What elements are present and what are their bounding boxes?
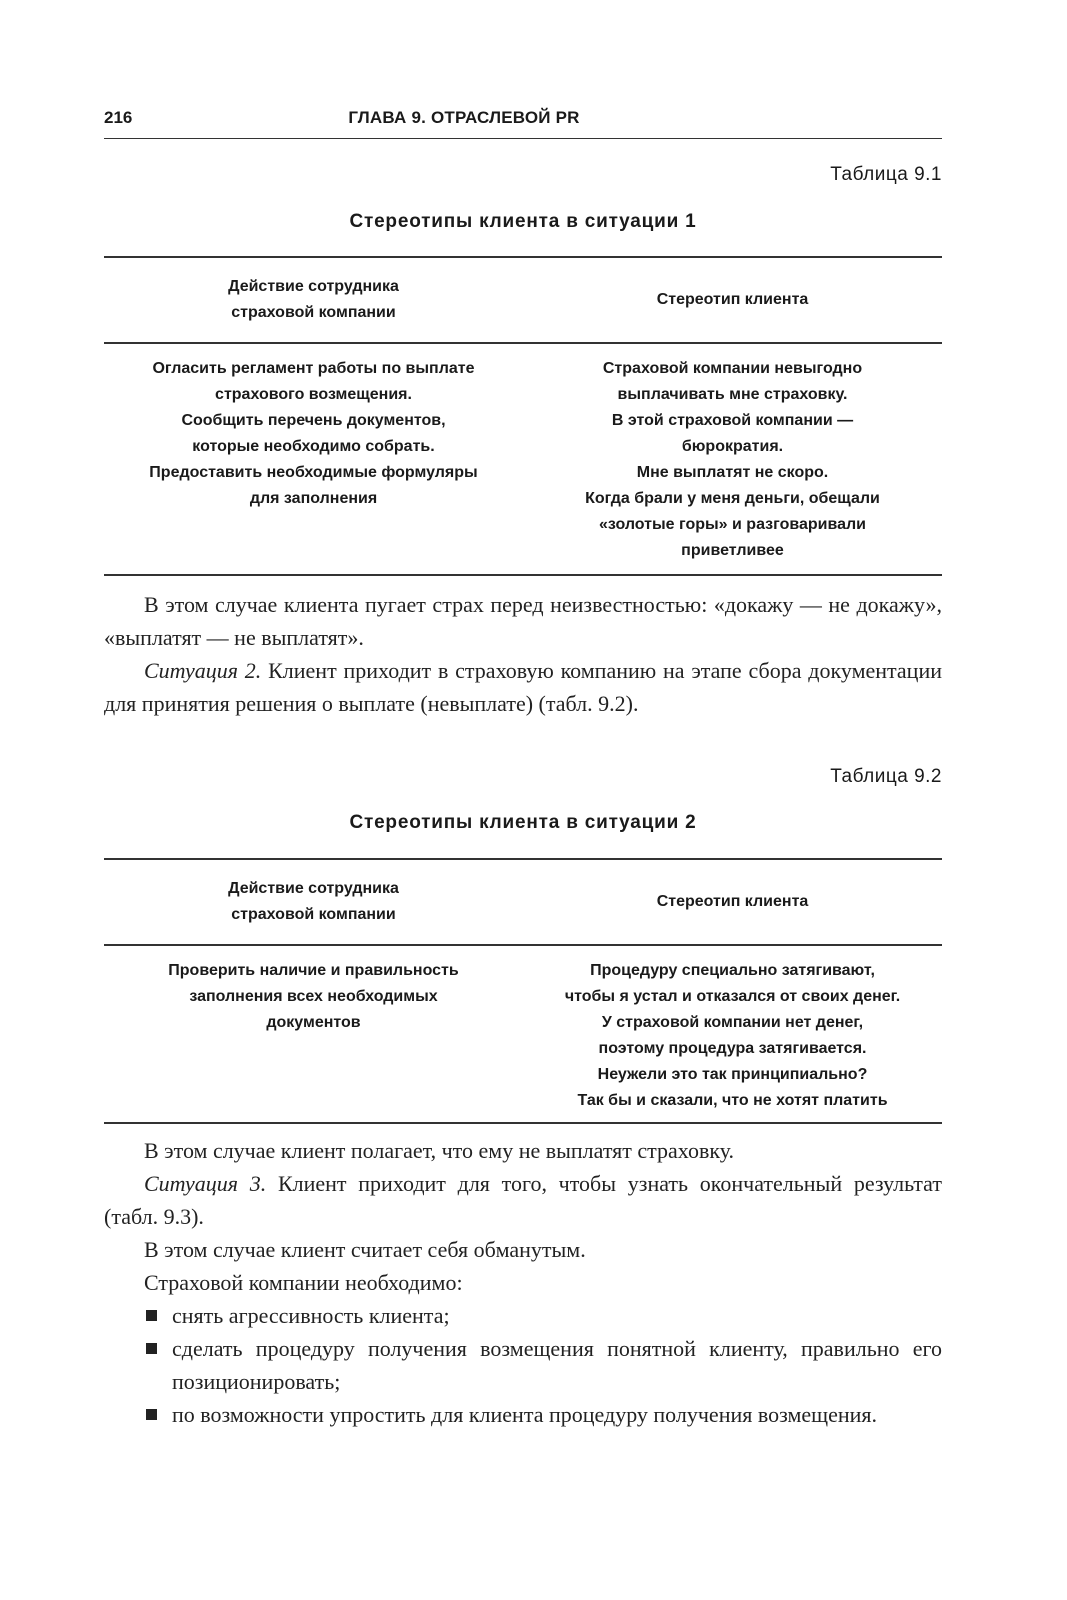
page-number: 216 <box>104 108 133 127</box>
table-cell-stereotype <box>523 343 942 575</box>
cell-line: В этой страховой компании — <box>611 412 854 429</box>
situation-label: Ситуация 3. <box>144 1171 267 1196</box>
body-text-2 <box>104 1134 942 1431</box>
cell-line: Мне выплатят не скоро. <box>636 464 829 481</box>
cell-line: документов <box>266 1014 361 1031</box>
cell-line: поэтому процедура затягивается. <box>598 1040 867 1057</box>
list-item: по возможности упростить для клиента процедуру получения возмещения. <box>104 1398 942 1431</box>
cell-line: приветливее <box>681 542 784 559</box>
cell-line: Когда брали у меня деньги, обещали <box>585 490 880 507</box>
table-cell-stereotype <box>523 945 942 1123</box>
list-item: снять агрессивность клиента; <box>104 1299 942 1332</box>
bullet-list <box>104 1299 942 1431</box>
list-item: сделать процедуру получения возмещения понятной клиенту, правильно его позиционировать; <box>104 1332 942 1398</box>
cell-line: выплачивать мне страховку. <box>617 386 848 403</box>
cell-line: Проверить наличие и правильность <box>168 962 459 979</box>
stereotypes-table-2 <box>104 858 942 1124</box>
table-header-row <box>104 257 942 343</box>
table-row <box>104 343 942 575</box>
stereotypes-table-1 <box>104 256 942 576</box>
cell-line: для заполнения <box>249 490 378 507</box>
cell-line: У страховой компании нет денег, <box>601 1014 864 1031</box>
cell-line: «золотые горы» и разговаривали <box>599 516 866 533</box>
paragraph: В этом случае клиента пугает страх перед неизвестностью: «докажу — не докажу», «выплатят — не выплатят». <box>104 592 942 650</box>
cell-line: Процедуру специально затягивают, <box>590 962 875 979</box>
paragraph: Страховой компании необходимо: <box>144 1270 463 1295</box>
header-line: Действие сотрудника <box>228 278 399 295</box>
cell-line: заполнения всех необходимых <box>189 988 438 1005</box>
paragraph: В этом случае клиент полагает, что ему не выплатят страховку. <box>144 1138 735 1163</box>
cell-line: чтобы я устал и отказался от своих денег. <box>564 988 901 1005</box>
column-header-stereotype: Стереотип клиента <box>656 291 809 308</box>
paragraph-text: Клиент приходит для того, чтобы узнать окончательный результат (табл. 9.3). <box>104 1171 942 1229</box>
table-header-row <box>104 859 942 945</box>
column-header-action <box>104 859 523 945</box>
paragraph-situation-2 <box>104 654 942 720</box>
situation-label: Ситуация 2. <box>144 658 262 683</box>
cell-line: Неужели это так принципиально? <box>597 1066 868 1083</box>
cell-line: страхового возмещения. <box>215 386 412 403</box>
table-number-2: Таблица 9.2 <box>830 766 942 787</box>
body-text-1 <box>104 588 942 720</box>
column-header-action <box>104 257 523 343</box>
paragraph-text: Клиент приходит в страховую компанию на этапе сбора документации для принятия решения о выплате (невыплате) (табл. 9.2). <box>104 658 942 716</box>
table-cell-action <box>104 343 523 575</box>
cell-line: Огласить регламент работы по выплате <box>152 360 475 377</box>
cell-line: Так бы и сказали, что не хотят платить <box>577 1092 888 1109</box>
cell-line: которые необходимо собрать. <box>192 438 435 455</box>
cell-line: бюрократия. <box>681 438 784 455</box>
chapter-title: ГЛАВА 9. ОТРАСЛЕВОЙ PR <box>348 108 580 127</box>
cell-line: Сообщить перечень документов, <box>181 412 446 429</box>
header-line: Действие сотрудника <box>228 880 399 897</box>
running-head <box>104 104 942 139</box>
header-line: страховой компании <box>231 304 396 321</box>
table-row <box>104 945 942 1123</box>
cell-line: Страховой компании невыгодно <box>602 360 863 377</box>
table-cell-action <box>104 945 523 1123</box>
table-number-1: Таблица 9.1 <box>830 164 942 185</box>
table-title-1: Стереотипы клиента в ситуации 1 <box>349 211 697 232</box>
paragraph-situation-3 <box>104 1167 942 1233</box>
table-title-2: Стереотипы клиента в ситуации 2 <box>349 812 697 833</box>
paragraph: В этом случае клиент считает себя обманутым. <box>144 1237 586 1262</box>
column-header-stereotype: Стереотип клиента <box>656 893 809 910</box>
cell-line: Предоставить необходимые формуляры <box>149 464 478 481</box>
header-line: страховой компании <box>231 906 396 923</box>
